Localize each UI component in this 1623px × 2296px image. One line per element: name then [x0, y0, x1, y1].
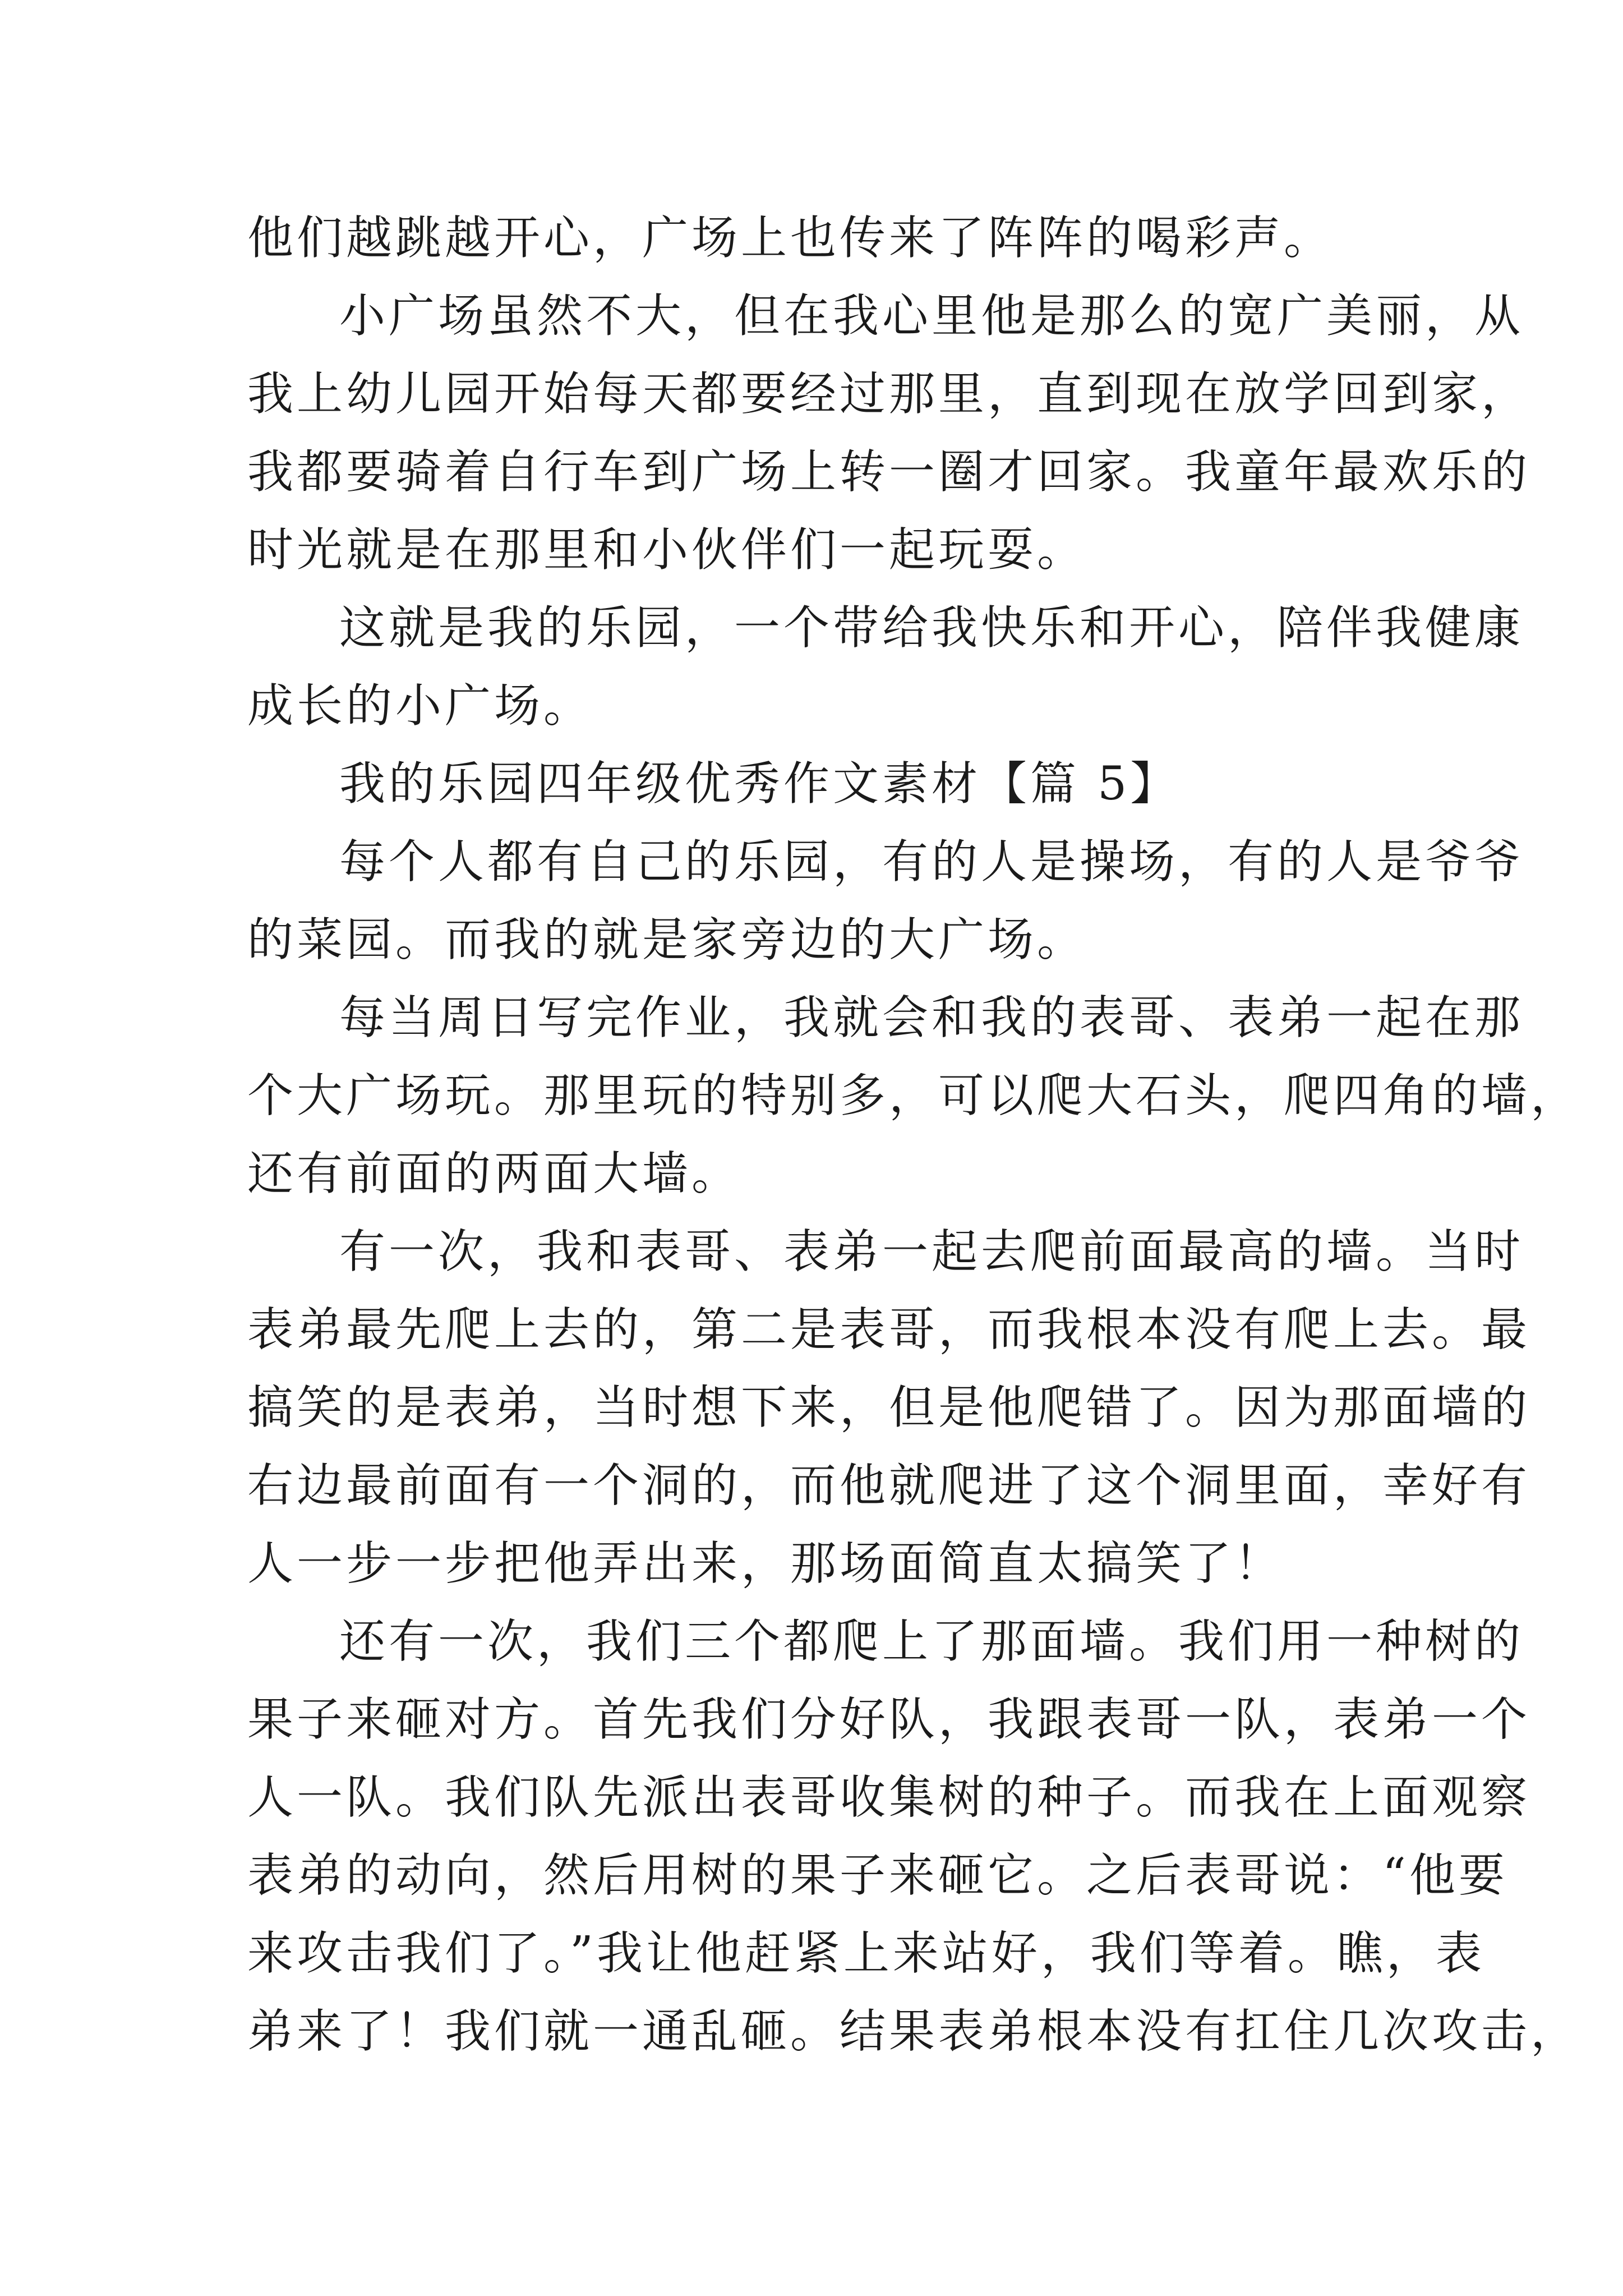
text-line: 每个人都有自己的乐园，有的人是操场，有的人是爷爷: [339, 835, 1524, 889]
text-line: 我都要骑着自行车到广场上转一圈才回家。我童年最欢乐的: [247, 445, 1531, 499]
text-line: 还有一次，我们三个都爬上了那面墙。我们用一种树的: [339, 1615, 1524, 1668]
text-line: 成长的小广场。: [247, 679, 593, 733]
text-line: 有一次，我和表哥、表弟一起去爬前面最高的墙。当时: [339, 1225, 1524, 1278]
text-line: 他们越跳越开心，广场上也传来了阵阵的喝彩声。: [247, 211, 1334, 265]
text-line: 还有前面的两面大墙。: [247, 1147, 741, 1200]
essay-text: [247, 199, 1580, 2070]
text-line: 表弟的动向，然后用树的果子来砸它。之后表哥说：“他要: [247, 1849, 1508, 1902]
text-line: 人一队。我们队先派出表哥收集树的种子。而我在上面观察: [247, 1771, 1531, 1824]
text-line: 果子来砸对方。首先我们分好队，我跟表哥一队，表弟一个: [247, 1693, 1531, 1746]
text-line: 时光就是在那里和小伙伴们一起玩耍。: [247, 523, 1087, 577]
text-line: 人一步一步把他弄出来，那场面简直太搞笑了！: [247, 1537, 1284, 1590]
text-line: 来攻击我们了。”我让他赶紧上来站好，我们等着。瞧，表: [247, 1927, 1485, 1980]
text-line: 的菜园。而我的就是家旁边的大广场。: [247, 913, 1087, 967]
section-heading: 我的乐园四年级优秀作文素材【篇 5】: [339, 757, 1180, 811]
text-line: 每当周日写完作业，我就会和我的表哥、表弟一起在那: [339, 991, 1524, 1045]
text-line: 弟来了！我们就一通乱砸。结果表弟根本没有扛住几次攻击，: [247, 2005, 1580, 2058]
text-line: 个大广场玩。那里玩的特别多，可以爬大石头，爬四角的墙，: [247, 1069, 1580, 1122]
text-line: 搞笑的是表弟，当时想下来，但是他爬错了。因为那面墙的: [247, 1381, 1531, 1434]
text-line: 我上幼儿园开始每天都要经过那里，直到现在放学回到家，: [247, 367, 1531, 421]
text-line: 小广场虽然不大，但在我心里他是那么的宽广美丽，从: [339, 289, 1524, 343]
text-line: 表弟最先爬上去的，第二是表哥，而我根本没有爬上去。最: [247, 1303, 1531, 1356]
text-line: 右边最前面有一个洞的，而他就爬进了这个洞里面，幸好有: [247, 1459, 1531, 1512]
text-line: 这就是我的乐园，一个带给我快乐和开心，陪伴我健康: [339, 601, 1524, 655]
